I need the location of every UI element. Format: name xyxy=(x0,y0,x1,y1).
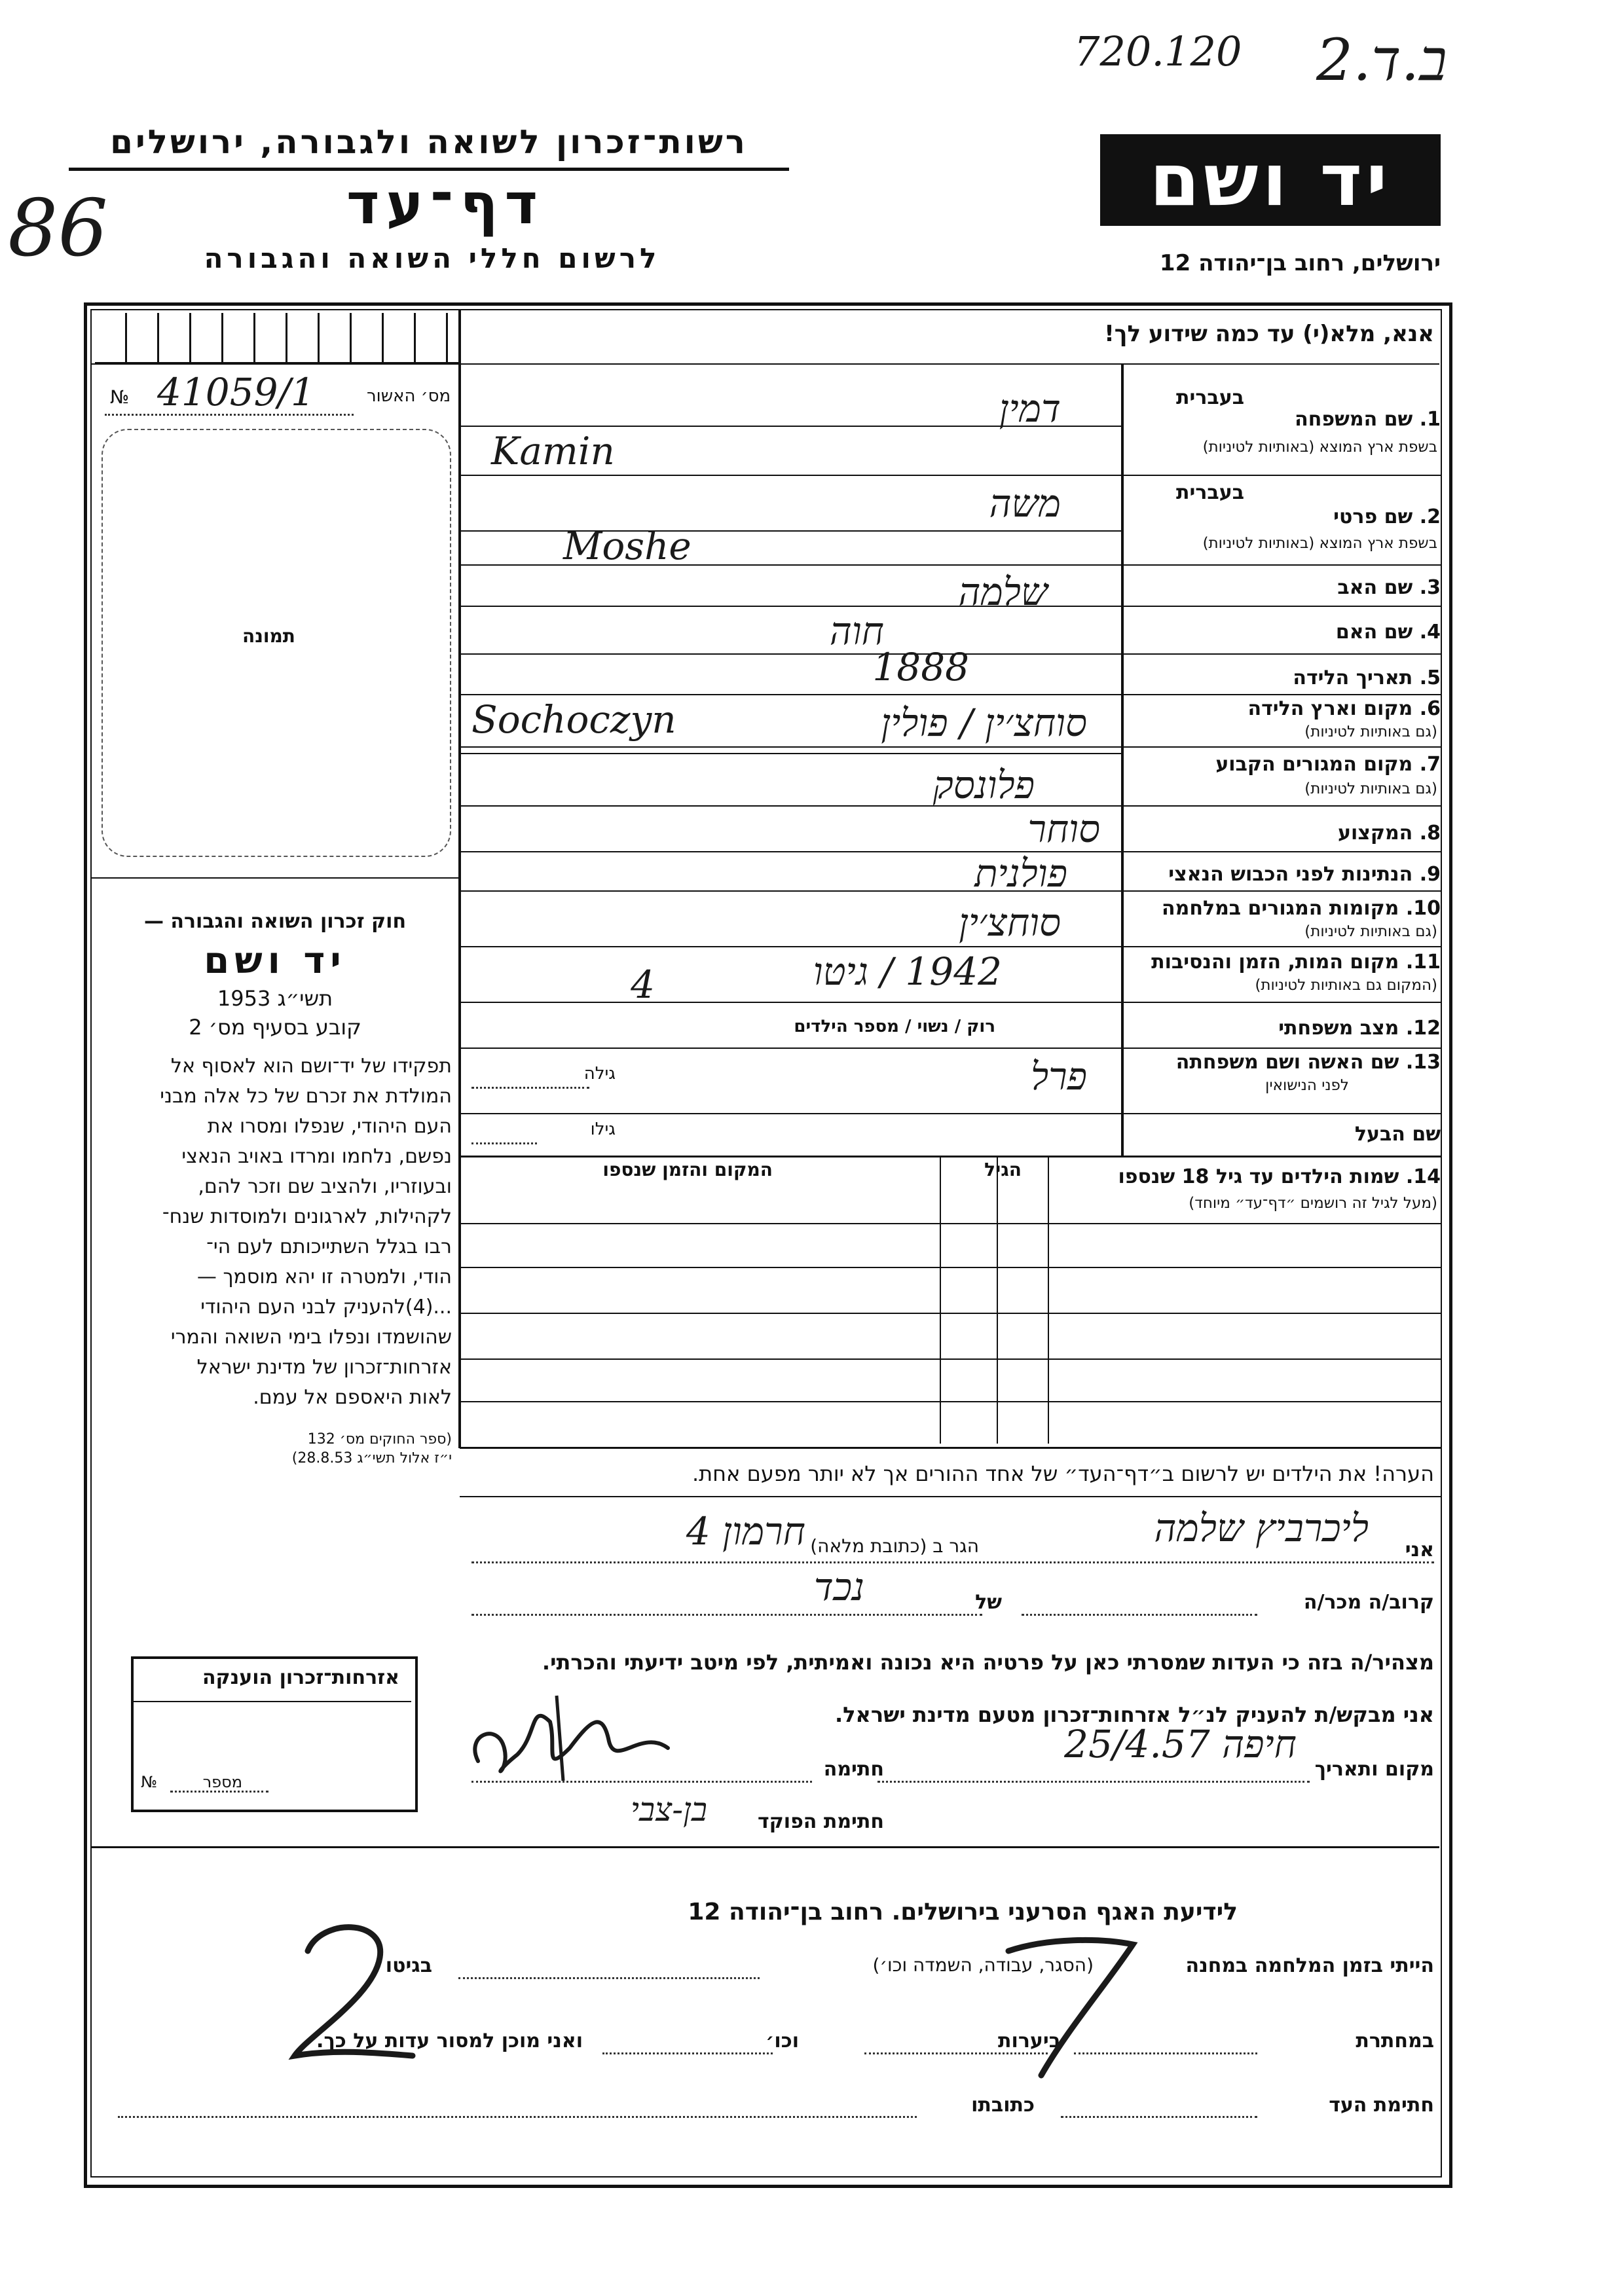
declaration-name-dotline xyxy=(471,1561,1434,1563)
row-line-12 xyxy=(460,1048,1442,1049)
law-body-line: המולדת את זכרם של כל אלה מבני xyxy=(160,1085,452,1108)
field-3-text: שם האב xyxy=(1337,576,1413,599)
signature-label: חתימה xyxy=(823,1758,884,1781)
field-5-label xyxy=(1293,666,1441,689)
relative-label: קרוב/ה מכר/ה xyxy=(1303,1591,1434,1614)
field-3-num: 3. xyxy=(1419,576,1441,599)
field-6-num: 6. xyxy=(1419,697,1441,720)
row-line-13 xyxy=(460,1113,1442,1114)
bottom-line2-c: וכו׳ xyxy=(766,2030,799,2052)
field-11-label xyxy=(1151,951,1441,974)
bottom-title: לידיעת האגף הסרעני בירושלים. רחוב בן־יהודה 12 xyxy=(688,1899,1238,1925)
children-label xyxy=(1118,1165,1441,1188)
hebrew-tag-1: בעברית xyxy=(1176,386,1244,409)
field-2-value-latin[interactable]: Moshe xyxy=(563,524,692,568)
field-1-num: 1. xyxy=(1419,408,1441,431)
field-4-text: שם האם xyxy=(1335,621,1413,644)
margin-note: 86 xyxy=(8,183,108,274)
hebrew-tag-2: בעברית xyxy=(1176,481,1244,504)
form-title: דף־עד xyxy=(346,172,545,237)
bottom-line1-b: (הסגר, עבודה, השמדה וכו׳) xyxy=(872,1954,1094,1976)
law-footer-1: (ספר החוקים מס׳ 132 xyxy=(307,1431,452,1448)
field-10-value[interactable]: סוחצ׳ין xyxy=(959,900,1061,945)
citizenship-title-line xyxy=(134,1701,411,1702)
field-12-text: מצב משפחתי xyxy=(1278,1017,1399,1040)
photo-bottom-line xyxy=(90,877,460,879)
law-body xyxy=(98,1051,452,1413)
row-line-2a xyxy=(460,530,1121,532)
bottom-line3-dotline-2 xyxy=(118,2116,917,2118)
note-text: הערה! את הילדים יש לרשום ב״דף־העד״ של אחד ההורים אך לא יותר מפעם אחת. xyxy=(692,1461,1434,1486)
form-subtitle: לרשום חללי השואה והגבורה xyxy=(204,242,661,274)
field-7-sub: (גם באותיות לטיניות) xyxy=(1304,780,1437,797)
field-13-num: 13. xyxy=(1405,1051,1441,1074)
children-row-4 xyxy=(460,1401,1442,1402)
row-line-6a xyxy=(460,753,1121,754)
approval-dotline xyxy=(105,414,354,416)
law-body-line: ובעוזריו, ולהציב שם וזכר להם, xyxy=(198,1175,452,1198)
bottom-line1-dotline xyxy=(458,1977,760,1979)
bottom-line3-a: חתימת העד xyxy=(1329,2094,1434,2117)
field-9-num: 9. xyxy=(1419,863,1441,886)
row-line-3 xyxy=(460,606,1442,607)
children-col-age: הגיל xyxy=(984,1159,1022,1180)
law-body-line: אזרחות־זכרון של מדינת ישראל xyxy=(196,1356,452,1379)
law-name: יד ושם xyxy=(204,939,346,982)
children-header-line xyxy=(460,1223,1442,1224)
law-body-line: תפקידו של יד־ושם הוא לאסוף אל xyxy=(170,1055,452,1078)
field-12-label xyxy=(1278,1017,1441,1040)
left-column-divider xyxy=(458,309,461,1448)
row-line-9 xyxy=(460,890,1442,892)
children-num: 14. xyxy=(1405,1165,1441,1188)
law-year: תשי״ג 1953 xyxy=(217,986,333,1011)
field-6-text: מקום וארץ הלידה xyxy=(1247,697,1413,720)
field-8-text: המקצוע xyxy=(1337,822,1413,845)
instruction-row-line xyxy=(90,363,1439,365)
of-label: של xyxy=(975,1591,1002,1614)
field-13-age-label: גילה xyxy=(583,1064,616,1084)
field-1-sub: בשפת ארץ המוצא (באותיות לטיניות) xyxy=(1202,439,1437,456)
note-row-line xyxy=(460,1496,1442,1497)
approval-number[interactable]: 41059/1 xyxy=(157,370,315,414)
declaration-statement: מצהיר/ה בזה כי העדות שמסרתי כאן על פרטיה היא נכונה ואמיתית, לפי מיטב ידיעתי והכרתי. xyxy=(542,1650,1434,1675)
field-10-label xyxy=(1162,897,1441,920)
authority-title: רשות־זכרון לשואה ולגבורה, ירושלים xyxy=(110,123,748,161)
declaration-gar-b: הגר ב (כתובת מלאה) xyxy=(810,1535,979,1557)
children-sub: (מעל לגיל זה רושמים ״דף־עד״ מיוחד) xyxy=(1189,1195,1437,1212)
citizenship-no-mark: № xyxy=(141,1773,157,1791)
approval-tick-cells xyxy=(95,313,458,363)
instruction: אנא, מלא(י) עד כמה שידוע לך! xyxy=(1104,321,1434,347)
field-9-label xyxy=(1168,863,1441,886)
bottom-line2-b: ביערות xyxy=(998,2030,1061,2052)
declaration-name-value[interactable]: ליכרביץ שלמה xyxy=(1154,1506,1369,1550)
field-13-sub: לפני הנישואין xyxy=(1265,1077,1349,1094)
place-date-value[interactable]: חיפה 25/4.57 xyxy=(1064,1722,1297,1766)
approval-label: מס׳ האשור xyxy=(367,386,451,406)
photo-label: תמונה xyxy=(242,625,295,647)
field-7-num: 7. xyxy=(1419,753,1441,776)
field-13-age-dotline xyxy=(471,1087,589,1089)
field-11-sub: (המקום גם באותיות לטיניות) xyxy=(1255,977,1437,994)
field-2-sub: בשפת ארץ המוצא (באותיות לטיניות) xyxy=(1202,535,1437,552)
declaration-ani: אני xyxy=(1405,1539,1434,1561)
relative-dotline xyxy=(1022,1614,1257,1616)
husband-age-label: גילו xyxy=(590,1120,616,1139)
law-body-line: לאות היאספם אל עמם. xyxy=(253,1386,452,1409)
field-1-text: שם המשפחה xyxy=(1295,408,1413,431)
husband-label: שם הבעל xyxy=(1354,1123,1441,1146)
law-body-line: ...(4)להעניק לבני העם היהודי xyxy=(200,1296,452,1319)
bottom-line2-dotline-3 xyxy=(602,2052,773,2054)
bottom-line2-d: ואני מוכן למסור עדות על כך. xyxy=(316,2030,583,2052)
field-2-num: 2. xyxy=(1419,505,1441,528)
bottom-handwritten-mark xyxy=(282,1912,426,2082)
children-row-2 xyxy=(460,1313,1442,1314)
label-column-divider xyxy=(1121,363,1124,1157)
law-section: קובע בסעיף מס׳ 2 xyxy=(189,1015,361,1040)
husband-age-dotline xyxy=(471,1142,537,1144)
field-4-num: 4. xyxy=(1419,621,1441,644)
row-line-5 xyxy=(460,694,1442,695)
law-body-line: הודי, ולמטרה זו יהא מוסמך — xyxy=(196,1266,452,1288)
field-1-value-hebrew[interactable]: דמין xyxy=(999,386,1061,431)
officer-label: חתימת הפוקד xyxy=(758,1810,884,1833)
field-9-text: הנתינות לפני הכבוש הנאצי xyxy=(1168,863,1413,886)
field-1-value-latin[interactable]: Kamin xyxy=(491,429,615,473)
field-2-label xyxy=(1333,505,1441,528)
place-date-label: מקום ותאריך xyxy=(1314,1758,1434,1781)
declaration-bottom-line xyxy=(90,1846,1439,1848)
law-body-line: לקהילות, לארגונים ולמוסדות שנח־ xyxy=(162,1205,452,1228)
field-11-text: מקום המות, הזמן והנסיבות xyxy=(1151,951,1399,974)
field-6-label xyxy=(1248,697,1441,720)
bottom-line1-c: בגיטו xyxy=(385,1954,432,1977)
declaration-address-value[interactable]: חרמון 4 xyxy=(686,1509,805,1554)
approval-no-mark: № xyxy=(110,386,130,408)
field-2-value-hebrew[interactable]: משה xyxy=(989,481,1061,526)
children-col-place: המקום והזמן שנספו xyxy=(602,1159,773,1180)
signature-scribble xyxy=(458,1683,694,1800)
field-3-label xyxy=(1337,576,1441,599)
field-10-text: מקומות המגורים במלחמה xyxy=(1162,897,1399,920)
place-date-dotline xyxy=(877,1781,1310,1783)
law-box xyxy=(98,910,452,1499)
field-7-value[interactable]: פלונסק xyxy=(932,763,1035,807)
law-body-line: העם היהודי, שנפלו ומסרו את xyxy=(207,1115,452,1138)
of-dotline xyxy=(471,1614,982,1616)
children-table-top xyxy=(460,1156,1442,1157)
corner-reference-2: ב.ד.2 xyxy=(1316,26,1447,94)
field-4-value[interactable]: חוה xyxy=(829,609,884,653)
field-6-value-hebrew[interactable]: סוחצ׳ין / פולין xyxy=(881,701,1087,745)
address: ירושלים, רחוב בן־יהודה 12 xyxy=(1159,250,1441,276)
officer-value[interactable]: בן-צבי xyxy=(630,1791,707,1829)
children-col-divider-2 xyxy=(940,1156,941,1444)
law-body-line: שהושמדו ונפלו בימי השואה והמרי xyxy=(170,1326,452,1349)
bottom-line3-dotline-1 xyxy=(1061,2116,1257,2118)
law-title: חוק זכרון השואה והגבורה — xyxy=(143,910,407,933)
field-11-num: 11. xyxy=(1405,951,1441,974)
field-7-label xyxy=(1215,753,1441,776)
field-3-value[interactable]: שלמה xyxy=(958,570,1048,614)
field-5-value[interactable]: 1888 xyxy=(872,645,969,689)
field-12-num: 12. xyxy=(1405,1017,1441,1040)
field-10-sub: (גם באותיות לטיניות) xyxy=(1304,923,1437,940)
field-13-label xyxy=(1176,1051,1441,1074)
field-6-sub: (גם באותיות לטיניות) xyxy=(1304,723,1437,740)
children-row-3 xyxy=(460,1358,1442,1360)
field-8-value[interactable]: סוחר xyxy=(1027,807,1100,851)
relation-value[interactable]: נכד xyxy=(813,1565,864,1609)
declaration-request: אני מבקש/ת להעניק לנ״ל אזרחות־זכרון מטעם מדינת ישראל. xyxy=(835,1702,1434,1727)
field-2-text: שם פרטי xyxy=(1333,505,1413,528)
row-line-1 xyxy=(460,475,1442,476)
field-13-text: שם האשה ושם משפחתה xyxy=(1175,1051,1399,1074)
row-line-10 xyxy=(460,946,1442,947)
children-text: שמות הילדים עד גיל 18 שנספו xyxy=(1118,1165,1399,1188)
row-line-11 xyxy=(460,1002,1442,1003)
children-col-divider-3 xyxy=(997,1156,998,1444)
bottom-line3-b: כתובתו xyxy=(971,2094,1035,2117)
field-8-num: 8. xyxy=(1419,822,1441,845)
children-row-1 xyxy=(460,1267,1442,1268)
field-12-value[interactable]: 4 xyxy=(631,962,655,1007)
field-12-options: רוק / נשוי / מספר הילדים xyxy=(794,1017,995,1036)
citizenship-number-label: מספר xyxy=(202,1773,242,1791)
law-body-line: רבו בגלל השתייכותם לעם הי־ xyxy=(206,1235,452,1258)
field-10-num: 10. xyxy=(1405,897,1441,920)
field-5-text: תאריך הלידה xyxy=(1293,666,1413,689)
row-line-6 xyxy=(460,746,1442,748)
authority-underline xyxy=(69,168,789,171)
field-4-label xyxy=(1336,621,1441,644)
bottom-line1-a: הייתי בזמן המלחמה במחנה xyxy=(1185,1954,1434,1977)
field-11-value[interactable]: 1942 / גיטו xyxy=(813,949,1002,994)
bottom-line2-a: במחתרת xyxy=(1356,2030,1434,2052)
field-13-value[interactable]: פרל xyxy=(1030,1054,1087,1099)
row-line-8 xyxy=(460,851,1442,852)
citizenship-title: אזרחות־זכרון הוענקה xyxy=(202,1666,399,1689)
children-col-divider-1 xyxy=(1048,1156,1049,1444)
children-table-bottom xyxy=(460,1447,1442,1449)
bottom-handwritten-mark-2 xyxy=(995,1925,1153,2088)
field-8-label xyxy=(1338,822,1441,845)
field-7-text: מקום המגורים הקבוע xyxy=(1215,753,1413,776)
citizenship-dotline xyxy=(170,1791,268,1793)
corner-reference-1: 720.120 xyxy=(1074,27,1242,75)
field-1-label xyxy=(1295,408,1441,431)
law-body-line: נפשם, נלחמו ומרדו באויב הנאצי xyxy=(181,1145,452,1168)
yad-vashem-logo: יד ושם xyxy=(1100,134,1441,226)
field-6-value-latin[interactable]: Sochoczyn xyxy=(471,697,676,742)
law-footer-2: י״ז אלול תשי״ג 28.8.53) xyxy=(291,1450,452,1467)
field-5-num: 5. xyxy=(1419,666,1441,689)
field-9-value[interactable]: פולנית xyxy=(974,851,1067,896)
